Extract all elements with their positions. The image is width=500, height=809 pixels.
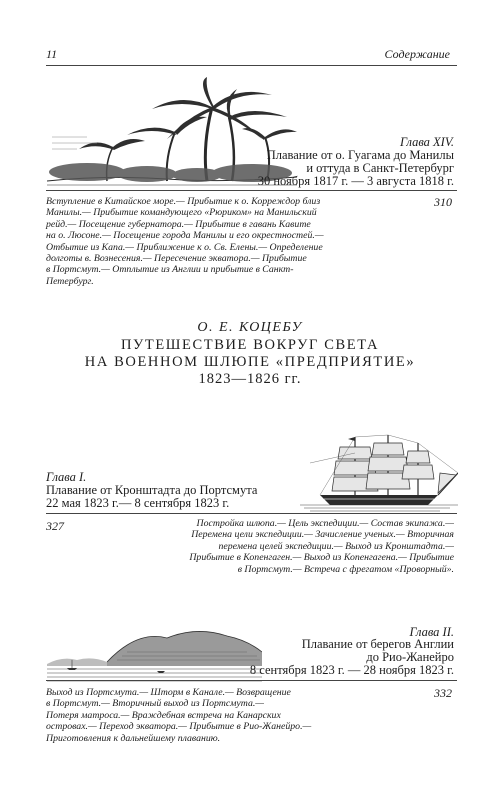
chapter-14-label: Глава XIV. [400,135,454,149]
chapter-2-synopsis [46,687,326,744]
synopsis-line: в Портсмут.— Вторичный выход из Портсмута.— [46,698,265,710]
chapter-1-title-line: Плавание от Кронштадта до Портсмута [46,483,258,497]
synopsis-line: Выход из Портсмута.— Шторм в Канале.— Возвращение [46,687,291,698]
sailing-ship-illustration [300,433,458,515]
chapter-2-rule [46,680,457,681]
chapter-1-synopsis [179,518,454,575]
synopsis-line: в Портсмут.— Отплытие из Англии и прибытие в Санкт- [46,264,294,276]
synopsis-line: Перемена цели экспедиции.— Зачисление ученых.— Вторичная [191,529,454,541]
running-header: Содержание [384,47,450,61]
chapter-2-label: Глава II. [409,625,454,639]
synopsis-line: Отбытие из Капа.— Приближение к о. Св. Елены.— Определение [46,241,323,253]
synopsis-line: в Портсмут.— Встреча с фрегатом «Проворный». [237,563,454,575]
chapter-2-title-line: Плавание от берегов Англии [301,637,454,651]
chapter-14-rule [46,190,457,191]
chapter-14-title-line: Плавание от о. Гуагама до Манилы [266,148,454,162]
chapter-14-page-number: 310 [434,195,452,209]
palm-trees-illustration [47,77,297,187]
synopsis-line: Вступление в Китайское море.— Прибытие к о. Корреждор близ [46,196,321,207]
book-title-line: НА ВОЕННОМ ШЛЮПЕ «ПРЕДПРИЯТИЕ» [84,354,416,370]
chapter-2-page-number: 332 [434,686,452,700]
synopsis-line: на о. Люсоне.— Посещение города Манилы и его окрестностей.— [46,230,324,242]
chapter-14-synopsis [46,196,346,287]
chapter-1-page-number: 327 [46,519,64,533]
chapter-14-title-line: 30 ноября 1817 г. — 3 августа 1818 г. [257,174,454,188]
synopsis-line: Петербург. [46,275,94,287]
chapter-2-title-line: до Рио-Жанейро [366,650,454,664]
header-rule [46,65,457,66]
chapter-1-rule [46,513,457,514]
coastline-illustration [47,622,262,684]
synopsis-line: Прибытие в Копенгаген.— Выход из Копенгагена.— Прибытие [189,552,454,564]
chapter-14-title-line: и оттуда в Санкт-Петербург [306,161,454,175]
chapter-2-title-line: 8 сентября 1823 г. — 28 ноября 1823 г. [249,663,454,677]
synopsis-line: Потеря матроса.— Враждебная встреча на Канарских [46,709,281,721]
book-author: О. Е. КОЦЕБУ [197,320,303,335]
chapter-1-title-line: 22 мая 1823 г.— 8 сентября 1823 г. [46,496,230,510]
synopsis-line: островах.— Переход экватора.— Прибытие в Рио-Жанейро.— [46,721,312,733]
book-title-years: 1823—1826 гг. [198,371,302,387]
synopsis-line: рейд.— Посещение губернатора.— Прибытие в гавань Кавите [46,218,311,230]
synopsis-line: Манилы.— Прибытие командующего «Рюриком» на Манильский [46,207,317,219]
synopsis-line: Приготовления к дальнейшему плаванию. [46,732,221,744]
synopsis-line: Постройка шлюпа.— Цель экспедиции.— Состав экипажа.— [196,518,454,529]
synopsis-line: долготы в. Вознесения.— Пересечение экватора.— Прибытие [46,253,307,265]
book-title-line: ПУТЕШЕСТВИЕ ВОКРУГ СВЕТА [120,337,380,353]
synopsis-line: перемена целей экспедиции.— Выход из Кронштадта.— [218,540,454,552]
chapter-1-label: Глава I. [46,470,87,484]
page-number: 11 [46,47,58,61]
